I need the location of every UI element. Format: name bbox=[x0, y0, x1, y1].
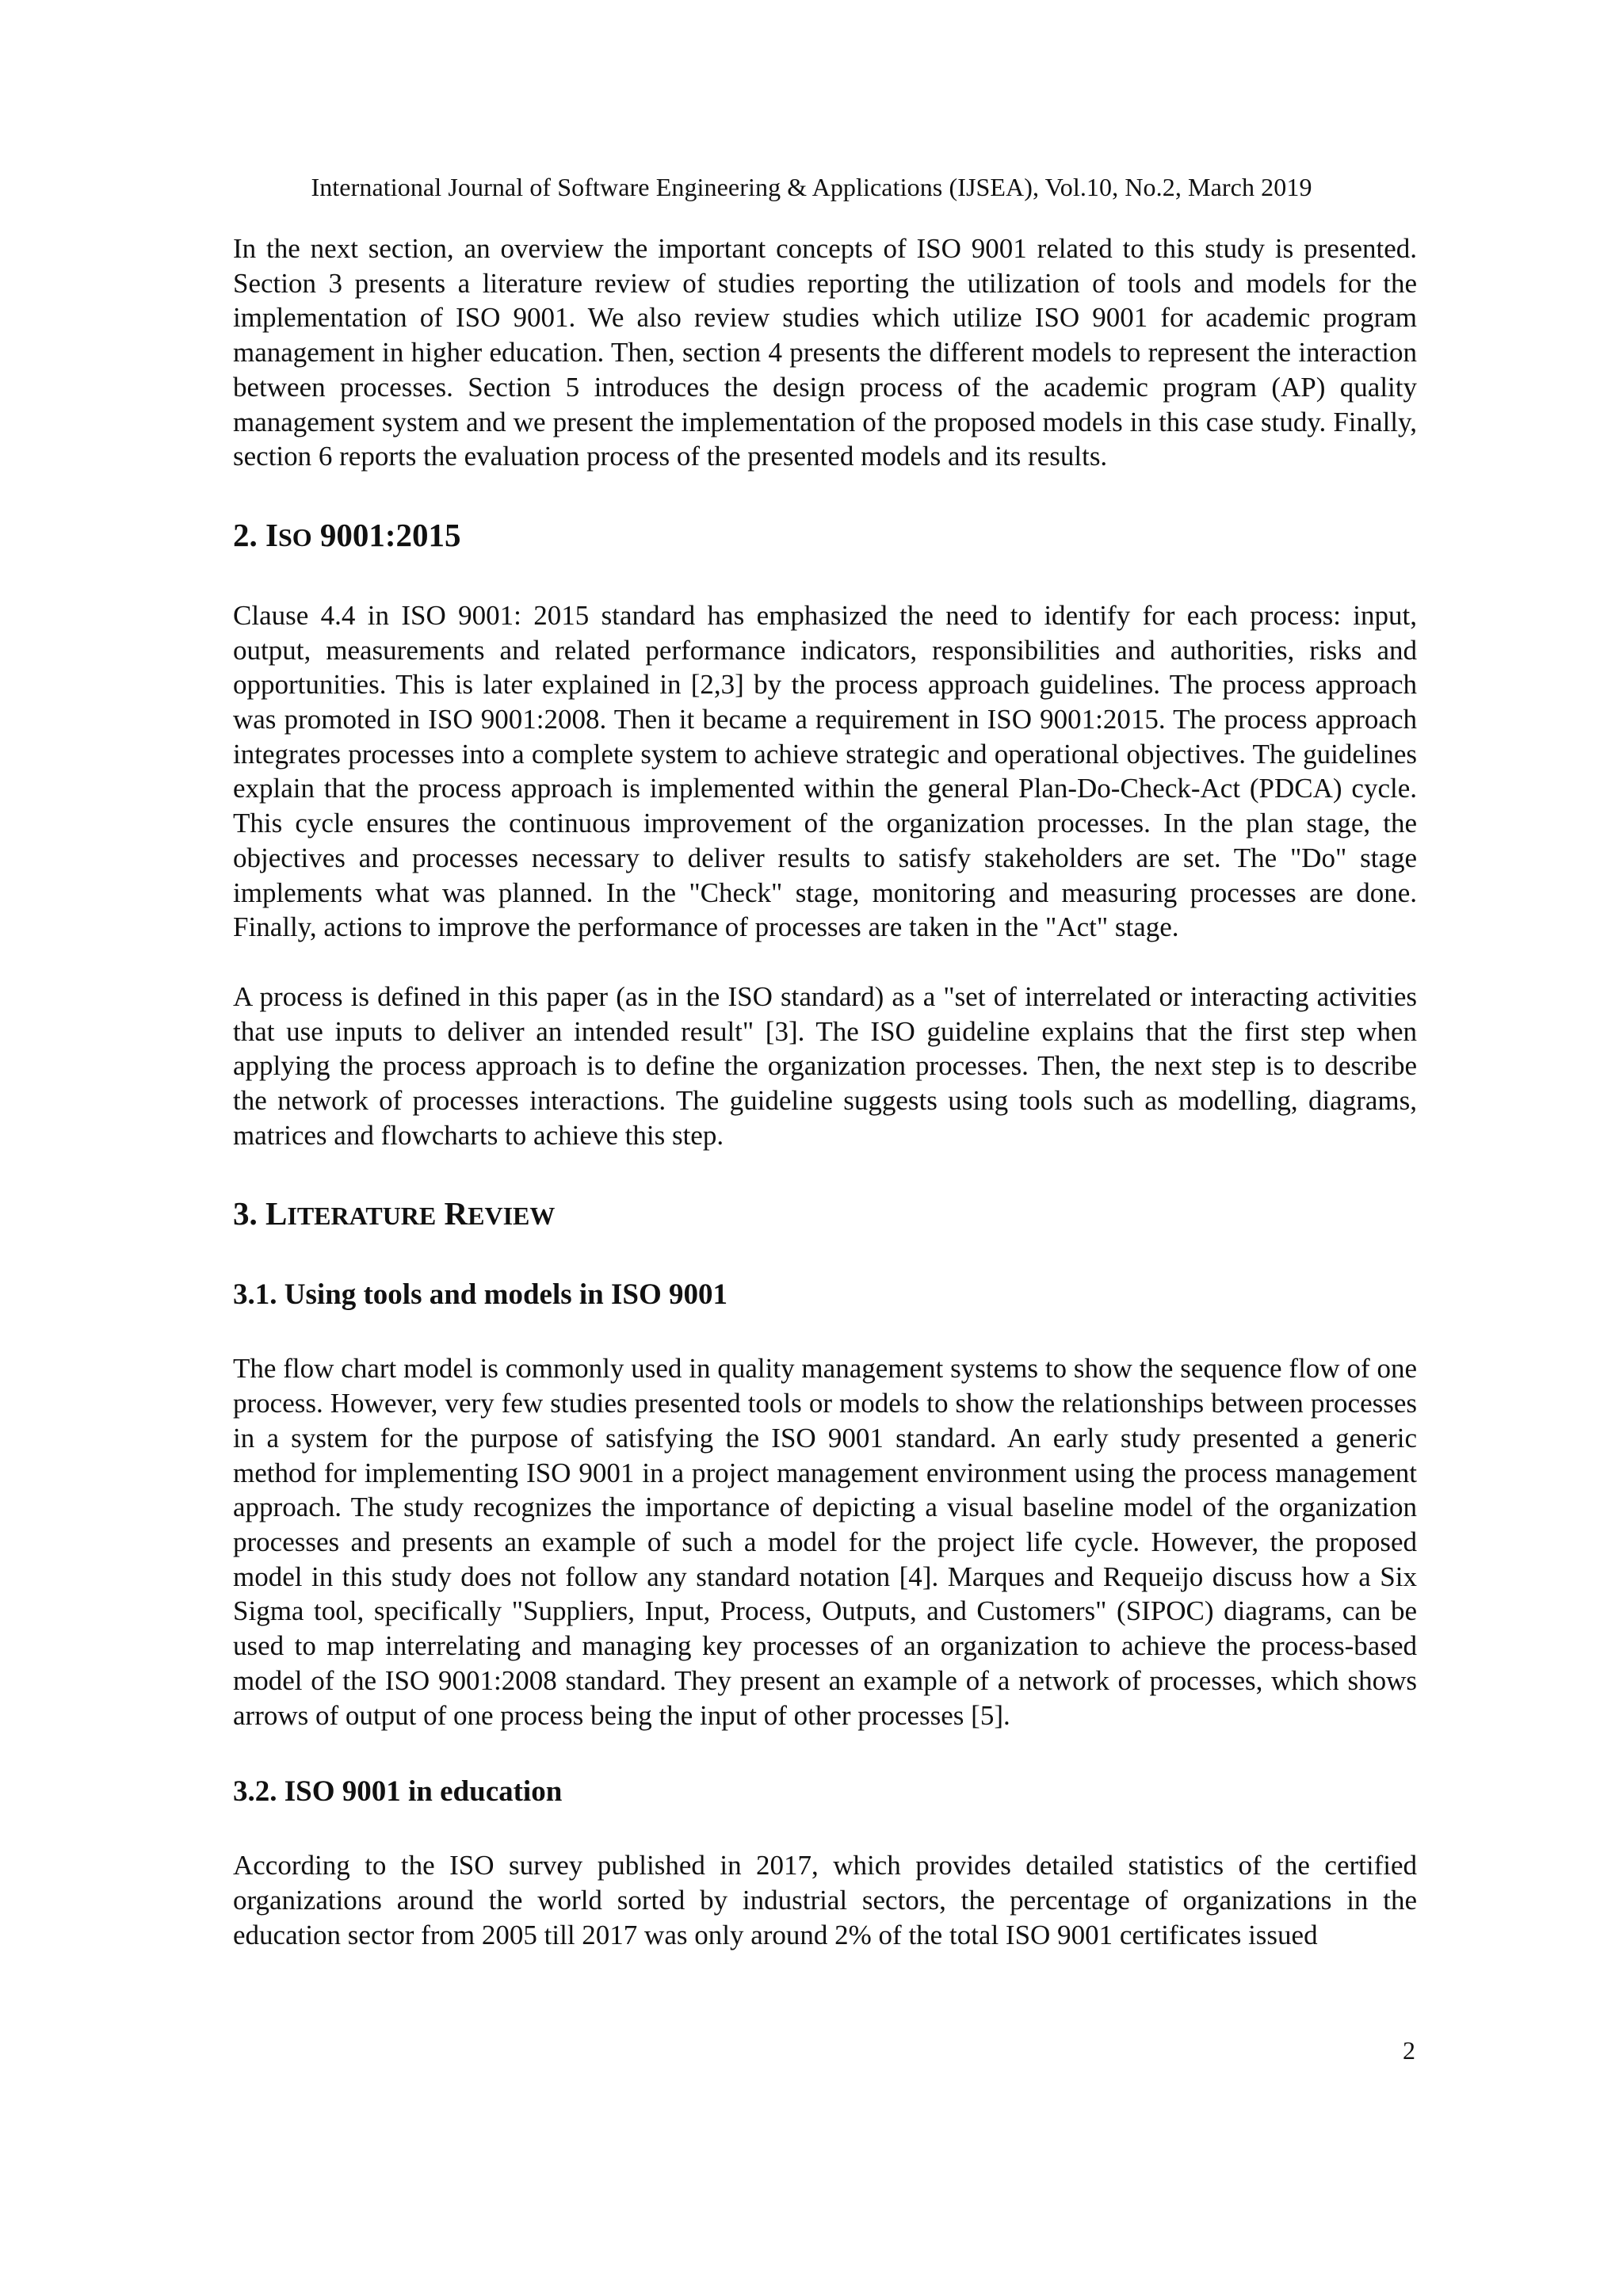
section-3-initial-2: R bbox=[444, 1195, 468, 1232]
section-2-number: 2. bbox=[233, 516, 265, 553]
subsection-3-1-paragraph: The flow chart model is commonly used in quality management systems to show the sequence flow of one process. However, very few studies presented tools or models to show the relationships between processes in a system for the purpose of satisfying the ISO 9001 standard. An early study presented a generic method for implementing ISO 9001 in a project management environment using the process management approach. The study recognizes the importance of depicting a visual baseline model of the organization processes and presents an example of such a model for the project life cycle. However, the proposed model in this study does not follow any standard notation [4]. Marques and Requeijo discuss how a Six Sigma tool, specifically "Suppliers, Input, Process, Outputs, and Customers" (SIPOC) diagrams, can be used to map interrelating and managing key processes of an organization to achieve the process-based model of the ISO 9001:2008 standard. They present an example of a network of processes, which shows arrows of output of one process being the input of other processes [5]. bbox=[233, 1353, 1417, 1731]
section-3-small-caps-2: EVIEW bbox=[468, 1201, 556, 1231]
section-3-number: 3. bbox=[233, 1195, 265, 1232]
body-content bbox=[233, 231, 1417, 1952]
section-2-paragraph-1: Clause 4.4 in ISO 9001: 2015 standard has emphasized the need to identify for each process: input, output, measurements and related performance indicators, responsibilities and authorities, risks and opportunities. This is later explained in [2,3] by the process approach guidelines. The process approach was promoted in ISO 9001:2008. Then it became a requirement in ISO 9001:2015. The process approach integrates processes into a complete system to achieve strategic and operational objectives. The guidelines explain that the process approach is implemented within the general Plan-Do-Check-Act (PDCA) cycle. This cycle ensures the continuous improvement of the organization processes. In the plan stage, the objectives and processes necessary to deliver results to satisfy stakeholders are set. The "Do" stage implements what was planned. In the "Check" stage, monitoring and measuring processes are done. Finally, actions to improve the performance of processes are taken in the "Act" stage. bbox=[233, 599, 1417, 943]
journal-running-header: International Journal of Software Engineering & Applications (IJSEA), Vol.10, No.2, March 2019 bbox=[311, 173, 1312, 201]
section-2-title-initial: I bbox=[265, 516, 278, 553]
subsection-3-2-heading: 3.2. ISO 9001 in education bbox=[233, 1775, 563, 1809]
page-number: 2 bbox=[1403, 2036, 1415, 2065]
subsection-3-1-heading: 3.1. Using tools and models in ISO 9001 bbox=[233, 1278, 727, 1312]
section-2-paragraph-2: A process is defined in this paper (as in the ISO standard) as a "set of interrelated or interacting activities that use inputs to deliver an intended result" [3]. The ISO guideline explains that the first step when applying the process approach is to define the organization processes. Then, the next step is to describe the network of processes interactions. The guideline suggests using tools such as modelling, diagrams, matrices and flowcharts to achieve this step. bbox=[233, 980, 1417, 1151]
intro-paragraph: In the next section, an overview the important concepts of ISO 9001 related to this study is presented. Section 3 presents a literature review of studies reporting the utilization of tools and models for the implementation of ISO 9001. We also review studies which utilize ISO 9001 for academic program management in higher education. Then, section 4 presents the different models to represent the interaction between processes. Section 5 introduces the design process of the academic program (AP) quality management system and we present the implementation of the proposed models in this case study. Finally, section 6 reports the evaluation process of the presented models and its results. bbox=[233, 233, 1417, 472]
section-3-heading bbox=[233, 1194, 1417, 1236]
section-2-title-rest: 9001:2015 bbox=[311, 516, 461, 553]
section-3-initial-1: L bbox=[265, 1195, 288, 1232]
section-2-title-small-caps: SO bbox=[277, 522, 312, 552]
section-3-small-caps-1: ITERATURE bbox=[287, 1201, 437, 1231]
subsection-3-2-paragraph: According to the ISO survey published in 2017, which provides detailed statistics of the certified organizations around the world sorted by industrial sectors, the percentage of organizations in the education sector from 2005 till 2017 was only around 2% of the total ISO 9001 certificates issued bbox=[233, 1850, 1417, 1950]
section-3-space bbox=[436, 1195, 444, 1232]
section-2-heading bbox=[233, 515, 1417, 557]
